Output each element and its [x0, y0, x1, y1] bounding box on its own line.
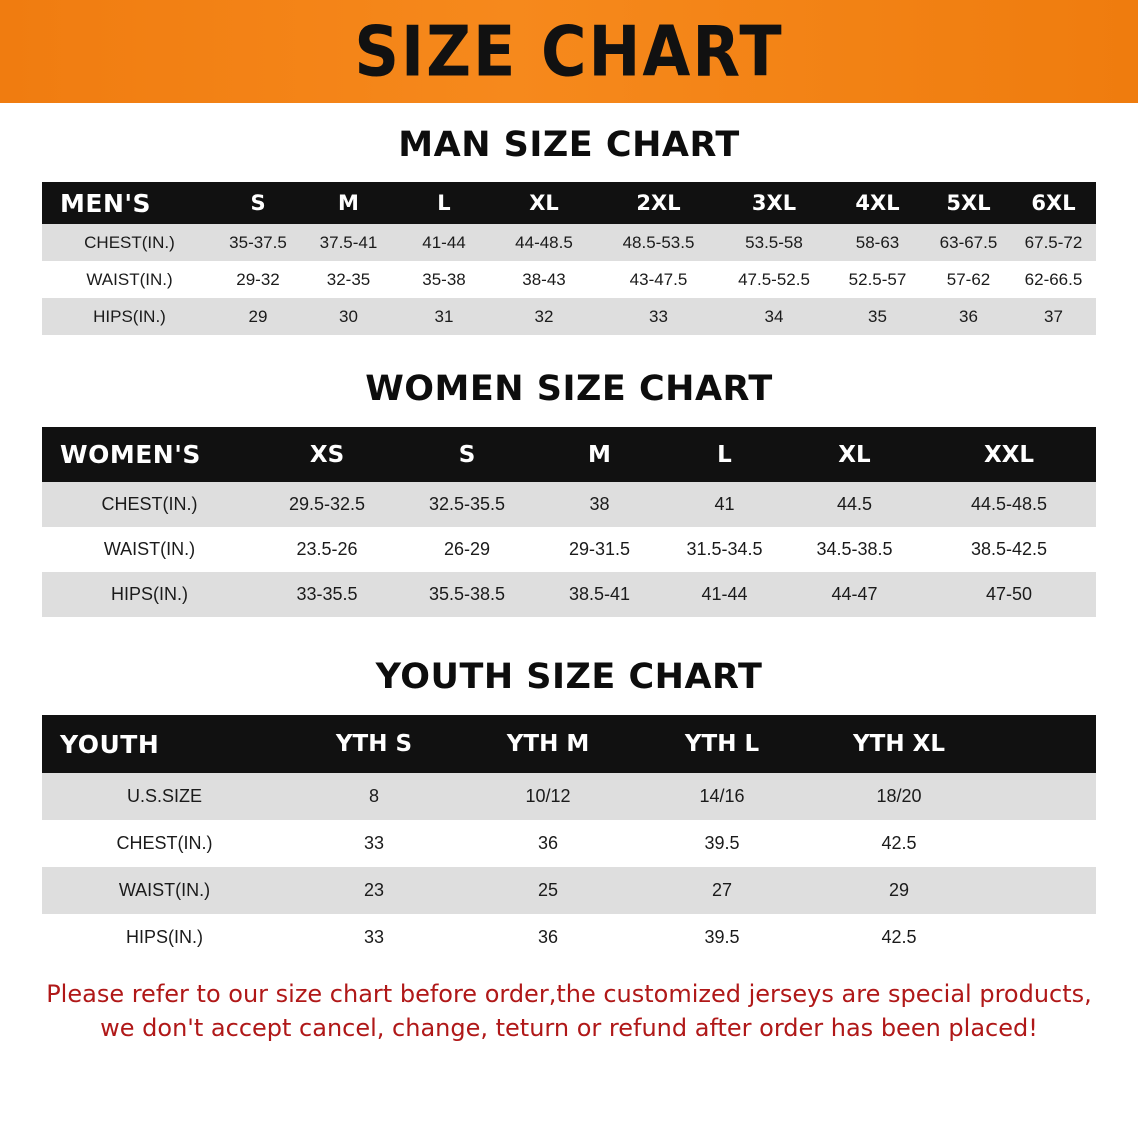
table-cell: 42.5 — [809, 914, 989, 961]
table-cell: 38.5-41 — [537, 572, 662, 617]
table-cell: 38.5-42.5 — [922, 527, 1096, 572]
table-cell: 37.5-41 — [299, 224, 398, 261]
table-cell: 32 — [490, 298, 598, 335]
banner — [0, 0, 1138, 103]
table-row — [42, 773, 1096, 820]
table-row — [42, 572, 1096, 617]
table-cell: 36 — [926, 298, 1011, 335]
col-header: 3XL — [719, 182, 829, 224]
col-header: YTH L — [635, 715, 809, 773]
row-label: HIPS(IN.) — [42, 298, 217, 335]
table-row — [42, 298, 1096, 335]
table-cell: 41 — [662, 482, 787, 527]
row-label: WAIST(IN.) — [42, 867, 287, 914]
col-header: 5XL — [926, 182, 1011, 224]
table-cell: 29 — [809, 867, 989, 914]
table-row — [42, 527, 1096, 572]
table-cell: 14/16 — [635, 773, 809, 820]
table-cell: 18/20 — [809, 773, 989, 820]
table-cell: 32-35 — [299, 261, 398, 298]
table-cell: 31.5-34.5 — [662, 527, 787, 572]
table-cell: 8 — [287, 773, 461, 820]
disclaimer-note — [40, 977, 1098, 1045]
table-cell: 47.5-52.5 — [719, 261, 829, 298]
table-cell-spacer — [989, 867, 1096, 914]
table-cell: 47-50 — [922, 572, 1096, 617]
disclaimer-line-2: we don't accept cancel, change, teturn or refund after order has been placed! — [100, 1014, 1038, 1043]
col-header: M — [537, 427, 662, 482]
table-cell: 36 — [461, 914, 635, 961]
table-cell: 44.5-48.5 — [922, 482, 1096, 527]
table-cell: 26-29 — [397, 527, 537, 572]
table-cell: 30 — [299, 298, 398, 335]
table-cell: 33-35.5 — [257, 572, 397, 617]
disclaimer-line-1: Please refer to our size chart before order,the customized jerseys are special products, — [46, 980, 1092, 1008]
table-cell: 33 — [287, 820, 461, 867]
table-cell: 34.5-38.5 — [787, 527, 922, 572]
table-row — [42, 224, 1096, 261]
table-cell: 67.5-72 — [1011, 224, 1096, 261]
col-header: XL — [490, 182, 598, 224]
table-row — [42, 914, 1096, 961]
table-cell: 35-37.5 — [217, 224, 299, 261]
table-cell-spacer — [989, 773, 1096, 820]
table-cell-spacer — [989, 820, 1096, 867]
table-cell: 23.5-26 — [257, 527, 397, 572]
table-cell: 38 — [537, 482, 662, 527]
table-cell: 39.5 — [635, 820, 809, 867]
table-cell: 29-31.5 — [537, 527, 662, 572]
table-cell: 44.5 — [787, 482, 922, 527]
man-size-table — [42, 182, 1096, 335]
table-cell: 58-63 — [829, 224, 926, 261]
table-cell: 31 — [398, 298, 490, 335]
table-cell: 57-62 — [926, 261, 1011, 298]
table-header-row — [42, 427, 1096, 482]
youth-table-wrap — [42, 715, 1096, 961]
man-section-title: MAN SIZE CHART — [398, 125, 740, 165]
row-label: WAIST(IN.) — [42, 261, 217, 298]
table-cell: 44-47 — [787, 572, 922, 617]
col-header: YTH S — [287, 715, 461, 773]
table-header-row — [42, 715, 1096, 773]
table-cell: 29.5-32.5 — [257, 482, 397, 527]
table-cell: 35 — [829, 298, 926, 335]
col-header: MEN'S — [42, 182, 217, 224]
table-cell: 33 — [598, 298, 719, 335]
table-row — [42, 482, 1096, 527]
col-header: YOUTH — [42, 715, 287, 773]
table-row — [42, 820, 1096, 867]
col-header: M — [299, 182, 398, 224]
row-label: HIPS(IN.) — [42, 914, 287, 961]
table-cell: 23 — [287, 867, 461, 914]
col-header: XL — [787, 427, 922, 482]
table-cell: 25 — [461, 867, 635, 914]
table-cell-spacer — [989, 914, 1096, 961]
col-header: S — [397, 427, 537, 482]
table-cell: 37 — [1011, 298, 1096, 335]
table-cell: 44-48.5 — [490, 224, 598, 261]
table-cell: 39.5 — [635, 914, 809, 961]
table-cell: 36 — [461, 820, 635, 867]
table-cell: 35.5-38.5 — [397, 572, 537, 617]
col-header: L — [662, 427, 787, 482]
row-label: U.S.SIZE — [42, 773, 287, 820]
col-header: 4XL — [829, 182, 926, 224]
table-cell: 32.5-35.5 — [397, 482, 537, 527]
col-header-spacer — [989, 715, 1096, 773]
col-header: S — [217, 182, 299, 224]
table-cell: 43-47.5 — [598, 261, 719, 298]
col-header: XXL — [922, 427, 1096, 482]
table-cell: 29-32 — [217, 261, 299, 298]
table-cell: 52.5-57 — [829, 261, 926, 298]
table-row — [42, 867, 1096, 914]
women-section-title: WOMEN SIZE CHART — [365, 369, 773, 409]
women-table-wrap — [42, 427, 1096, 617]
table-cell: 62-66.5 — [1011, 261, 1096, 298]
row-label: HIPS(IN.) — [42, 572, 257, 617]
table-cell: 42.5 — [809, 820, 989, 867]
col-header: YTH M — [461, 715, 635, 773]
row-label: CHEST(IN.) — [42, 482, 257, 527]
man-table-wrap — [42, 182, 1096, 335]
col-header: 6XL — [1011, 182, 1096, 224]
table-cell: 29 — [217, 298, 299, 335]
table-cell: 53.5-58 — [719, 224, 829, 261]
col-header: 2XL — [598, 182, 719, 224]
col-header: YTH XL — [809, 715, 989, 773]
col-header: XS — [257, 427, 397, 482]
table-cell: 41-44 — [662, 572, 787, 617]
table-row — [42, 261, 1096, 298]
table-cell: 63-67.5 — [926, 224, 1011, 261]
youth-size-table — [42, 715, 1096, 961]
youth-section-title: YOUTH SIZE CHART — [375, 657, 763, 697]
table-cell: 48.5-53.5 — [598, 224, 719, 261]
table-cell: 33 — [287, 914, 461, 961]
banner-title: SIZE CHART — [354, 10, 784, 92]
women-size-table — [42, 427, 1096, 617]
table-header-row — [42, 182, 1096, 224]
row-label: WAIST(IN.) — [42, 527, 257, 572]
col-header: WOMEN'S — [42, 427, 257, 482]
table-cell: 41-44 — [398, 224, 490, 261]
table-cell: 34 — [719, 298, 829, 335]
col-header: L — [398, 182, 490, 224]
table-cell: 10/12 — [461, 773, 635, 820]
table-cell: 27 — [635, 867, 809, 914]
row-label: CHEST(IN.) — [42, 820, 287, 867]
row-label: CHEST(IN.) — [42, 224, 217, 261]
table-cell: 35-38 — [398, 261, 490, 298]
table-cell: 38-43 — [490, 261, 598, 298]
